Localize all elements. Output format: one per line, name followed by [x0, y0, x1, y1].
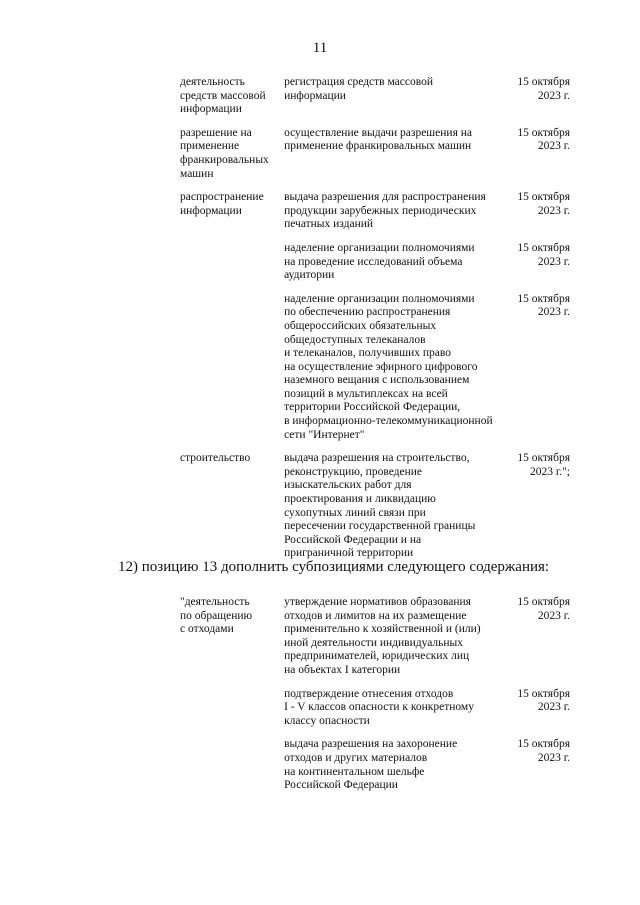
- service-cell: выдача разрешения для распространения продукции зарубежных периодических печатных изданий: [284, 191, 486, 231]
- page-number: 11: [312, 40, 328, 56]
- table-row: [180, 76, 570, 127]
- date-cell: 15 октября 2023 г.: [517, 241, 570, 268]
- table-row: [180, 596, 570, 688]
- date-cell: 15 октября 2023 г.: [517, 292, 570, 319]
- table-row: [180, 127, 570, 191]
- subpositions-table: [180, 596, 570, 803]
- table-row: [180, 738, 570, 802]
- service-cell: подтверждение отнесения отходов I - V классов опасности к конкретному классу опасности: [284, 687, 474, 727]
- service-cell: выдача разрешения на захоронение отходов и других материалов на континентальном шельфе Российской Федерации: [284, 738, 458, 792]
- area-cell: разрешение на применение франкировальных машин: [180, 126, 269, 180]
- service-cell: утверждение нормативов образования отходов и лимитов на их размещение применительно к хозяйственной и (или) иной деятельности индивидуальных предпринимателей, юридических лиц на объектах I категории: [284, 596, 481, 676]
- services-table: [180, 76, 570, 571]
- area-cell: [180, 293, 284, 453]
- date-cell: 15 октября 2023 г.: [517, 596, 570, 622]
- area-cell: "деятельность по обращению с отходами: [180, 596, 253, 636]
- date-cell: 15 октября 2023 г.";: [517, 452, 570, 478]
- date-cell: 15 октября 2023 г.: [517, 687, 570, 714]
- table-row: [180, 452, 570, 571]
- table-row: [180, 242, 570, 293]
- area-cell: строительство: [180, 452, 251, 465]
- service-cell: выдача разрешения на строительство, реконструкцию, проведение изыскательских работ для проектирования и ликвидацию сухопутных линий связи при пересечении государственной границы Российской Федерации и на приграничной территории: [284, 452, 476, 560]
- area-cell: [180, 738, 284, 802]
- service-cell: осуществление выдачи разрешения на применение франкировальных машин: [284, 126, 472, 153]
- date-cell: 15 октября 2023 г.: [517, 191, 570, 217]
- area-cell: распространение информации: [180, 191, 264, 217]
- area-cell: [180, 688, 284, 739]
- service-cell: наделение организации полномочиями по обеспечению распространения общероссийских обязательных общедоступных телеканалов и телеканалов, получивших право на осуществление эфирного цифрового наземного вещания с использованием позиций в мультиплексах на всей территории Российской Федерации, в информационно-телекоммуникационной сети "Интернет": [284, 292, 493, 441]
- service-cell: наделение организации полномочиями на проведение исследований объема аудитории: [284, 241, 475, 282]
- amendment-item-12: 12) позицию 13 дополнить субпозициями следующего содержания:: [118, 559, 550, 575]
- date-cell: 15 октября 2023 г.: [517, 76, 570, 102]
- table-row: [180, 688, 570, 739]
- service-cell: регистрация средств массовой информации: [284, 76, 433, 102]
- table-row: [180, 293, 570, 453]
- area-cell: [180, 242, 284, 293]
- date-cell: 15 октября 2023 г.: [517, 738, 570, 764]
- date-cell: 15 октября 2023 г.: [517, 126, 570, 153]
- table-row: [180, 191, 570, 242]
- area-cell: деятельность средств массовой информации: [180, 76, 266, 116]
